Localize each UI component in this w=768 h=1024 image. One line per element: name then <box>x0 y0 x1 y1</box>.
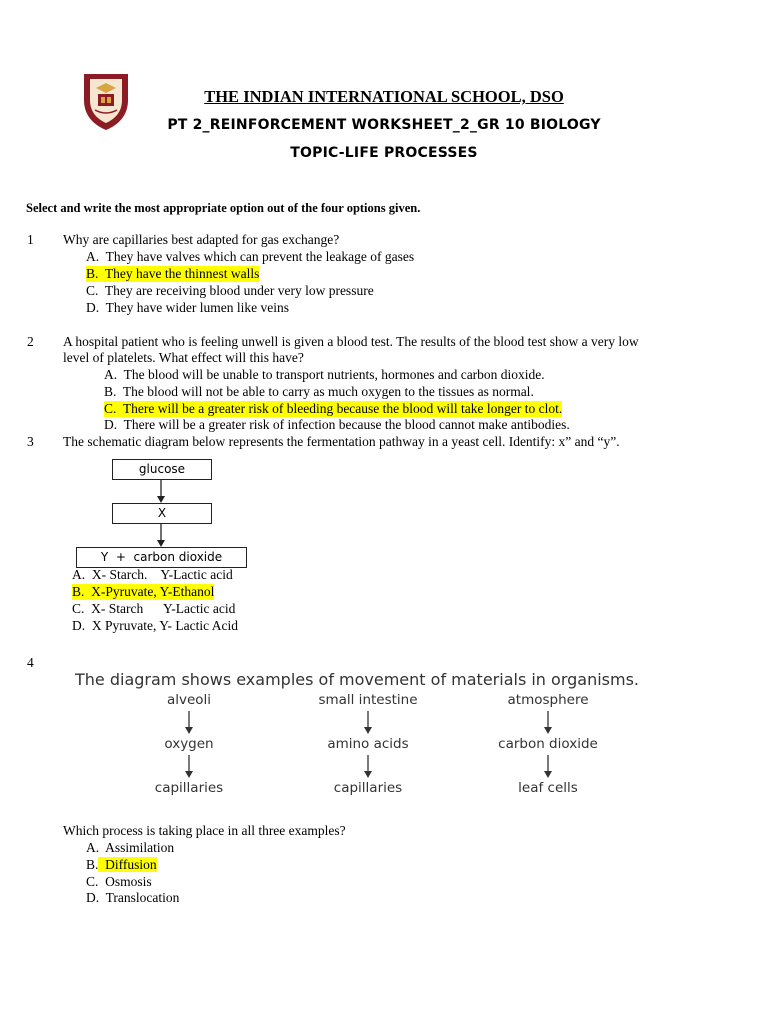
question-text: Why are capillaries best adapted for gas exchange? <box>63 232 340 247</box>
figure-col1-top: alveoli <box>166 692 212 708</box>
option-c: C. Osmosis <box>86 874 152 889</box>
option-a: A. X- Starch. Y-Lactic acid <box>72 567 233 582</box>
option-b-highlighted: B. They have the thinnest walls <box>86 266 260 281</box>
option-a: A. The blood will be unable to transport nutrients, hormones and carbon dioxide. <box>104 367 545 382</box>
school-name: THE INDIAN INTERNATIONAL SCHOOL, DSO <box>204 87 564 106</box>
option-d: D. Translocation <box>86 890 180 905</box>
diagram-box-x: X <box>112 503 212 524</box>
option-c: C. They are receiving blood under very low pressure <box>86 283 374 298</box>
question-text-line-2: level of platelets. What effect will this have? <box>63 350 304 365</box>
topic-title: TOPIC-LIFE PROCESSES <box>290 145 478 161</box>
option-d: D. There will be a greater risk of infection because the blood cannot make antibodies. <box>104 417 570 432</box>
question-number: 4 <box>27 655 34 670</box>
diagram-box-y-carbon-dioxide: Y + carbon dioxide <box>76 547 247 568</box>
option-a: A. They have valves which can prevent the leakage of gases <box>86 249 415 264</box>
option-b: B. Diffusion <box>86 857 157 872</box>
question-number: 1 <box>27 232 34 247</box>
figure-col2-top: small intestine <box>318 692 418 708</box>
option-c: C. X- Starch Y-Lactic acid <box>72 601 236 616</box>
highlighted-answer: Diffusion <box>98 857 156 872</box>
figure-col3-bottom: leaf cells <box>518 780 578 796</box>
question-text: The schematic diagram below represents the fermentation pathway in a yeast cell. Identify: x” and “y”. <box>63 434 620 449</box>
option-b: B. The blood will not be able to carry as much oxygen to the tissues as normal. <box>104 384 534 399</box>
question-number: 2 <box>27 334 34 349</box>
option-d: D. They have wider lumen like veins <box>86 300 289 315</box>
option-c-highlighted: C. There will be a greater risk of bleeding because the blood will take longer to clot. <box>104 401 563 416</box>
figure-col2-bottom: capillaries <box>333 780 403 796</box>
figure-col3-top: atmosphere <box>507 692 589 708</box>
option-b-highlighted: B. X-Pyruvate, Y-Ethanol <box>72 584 215 599</box>
question-text: Which process is taking place in all three examples? <box>63 823 346 838</box>
worksheet-title: PT 2_REINFORCEMENT WORKSHEET_2_GR 10 BIOLOGY <box>167 117 601 133</box>
figure-title: The diagram shows examples of movement of materials in organisms. <box>75 670 640 689</box>
question-text-line-1: A hospital patient who is feeling unwell is given a blood test. The results of the blood test show a very low <box>63 334 639 349</box>
option-d: D. X Pyruvate, Y- Lactic Acid <box>72 618 238 633</box>
instructions: Select and write the most appropriate option out of the four options given. <box>26 201 421 215</box>
figure-col2-middle: amino acids <box>327 736 409 752</box>
figure-col3-middle: carbon dioxide <box>498 736 598 752</box>
option-a: A. Assimilation <box>86 840 175 855</box>
diagram-box-glucose: glucose <box>112 459 212 480</box>
question-number: 3 <box>27 434 34 449</box>
figure-col1-middle: oxygen <box>164 736 214 752</box>
figure-col1-bottom: capillaries <box>154 780 224 796</box>
